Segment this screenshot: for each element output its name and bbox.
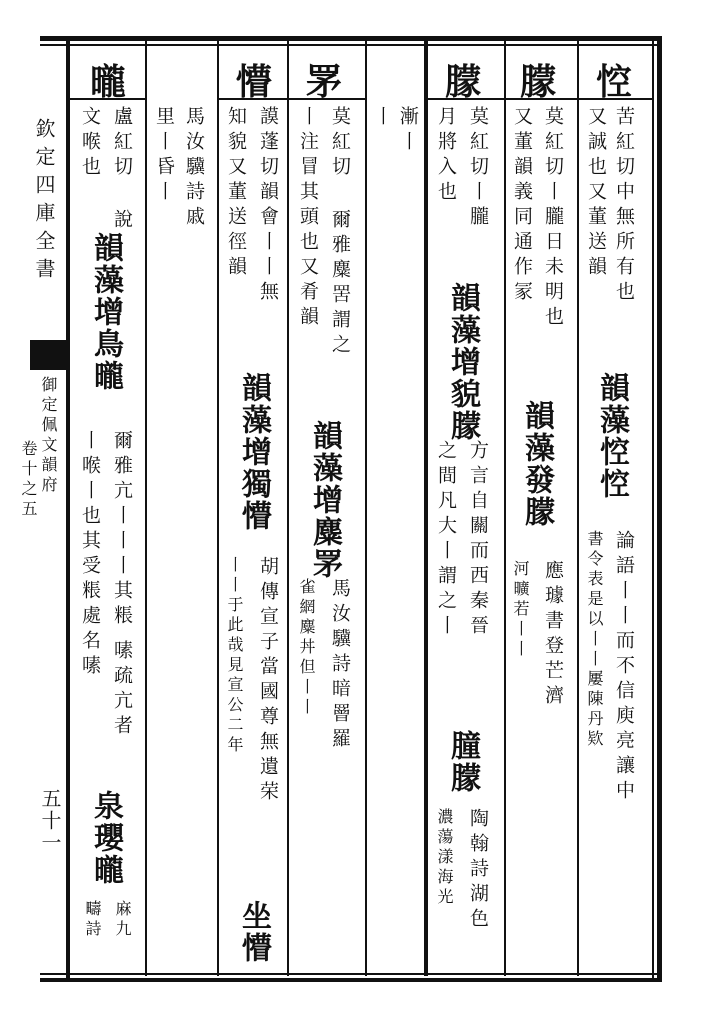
page-number: 五十一 <box>38 788 62 854</box>
entry-text: 河曠若丨丨 <box>511 560 530 660</box>
entry-text: 月將入也 <box>435 106 457 206</box>
frame-right-inner <box>652 40 654 978</box>
entry-text: 知貌又董送徑韻 <box>225 106 247 281</box>
headword: 朦 <box>445 61 482 103</box>
entry-text: 雀網麋丼但丨丨 <box>297 578 316 718</box>
entry-text: 應璩書登芒濟 <box>542 560 564 710</box>
entry-text: 方言自關而西秦晉 <box>467 440 489 640</box>
rhyme-phrase: 韻藻增貌朦 <box>445 282 480 442</box>
entry-text: 里丨昏丨 <box>153 106 175 206</box>
frame-left-gutter <box>66 36 70 982</box>
rhyme-phrase: 泉瓔曨 <box>88 790 123 886</box>
fishtail-mark <box>30 340 66 370</box>
column-rule <box>424 40 428 976</box>
rhyme-phrase: 朣朦 <box>445 730 480 794</box>
headword: 懵 <box>236 61 273 103</box>
volume-number: 卷十之五 <box>19 440 38 520</box>
entry-text: 又誠也又董送韻 <box>585 106 607 281</box>
entry-text: 盧紅切 說 <box>111 106 133 234</box>
frame-top <box>40 36 662 41</box>
column-rule <box>145 40 147 976</box>
entry-text: 陶翰詩湖色 <box>467 808 489 933</box>
column-rule <box>365 40 367 976</box>
entry-text: 丨注冒其頭也又肴韻 <box>297 106 319 331</box>
entry-text: 莫紅切丨朧日未明也 <box>542 106 564 331</box>
column-rule <box>504 40 506 976</box>
entry-text: 馬汝驥詩戚 <box>183 106 205 231</box>
entry-text: 丨 <box>371 106 393 131</box>
entry-text: 疇詩 <box>83 900 102 940</box>
headword: 罞 <box>306 61 343 103</box>
volume-title: 御定佩文韻府 <box>39 376 58 496</box>
entry-text: 丨喉丨也其受粻處名嗉 <box>79 430 101 680</box>
entry-text: 胡傳宣子當國尊無遺荣 <box>257 556 279 806</box>
column-rule <box>287 40 289 976</box>
entry-text: 丨丨于此哉見宣公二年 <box>225 556 244 756</box>
entry-text: 謨蓬切韻會丨丨無 <box>257 106 279 306</box>
column-rule <box>577 40 579 976</box>
entry-text: 麻九 <box>113 900 132 940</box>
entry-text: 嗉疏亢者 <box>111 640 133 740</box>
entry-text: 漸丨 <box>397 106 419 156</box>
headword: 朦 <box>520 61 557 103</box>
book-title: 欽定四庫全書 <box>32 118 56 286</box>
rhyme-phrase: 韻藻增鳥曨 <box>88 232 123 392</box>
entry-text: 之間凡大丨謂之丨 <box>435 440 457 640</box>
entry-text: 書令表是以丨丨屢陳丹欵 <box>585 530 604 750</box>
rhyme-phrase: 韻藻悾悾 <box>594 372 629 500</box>
entry-text: 濃蕩漾海光 <box>435 808 454 908</box>
headword: 悾 <box>596 61 633 103</box>
rhyme-phrase: 韻藻增麋罞 <box>307 420 342 580</box>
rhyme-phrase: 韻藻增獨懵 <box>236 372 271 532</box>
entry-text: 苦紅切中無所有也 <box>613 106 635 306</box>
entry-text: 莫紅切 爾雅麋罟謂之 <box>329 106 351 359</box>
frame-bottom <box>40 978 662 982</box>
headword: 曨 <box>90 61 127 103</box>
frame-top-inner <box>40 44 662 46</box>
column-rule <box>217 40 219 976</box>
frame-right <box>657 36 662 982</box>
entry-text: 文喉也 <box>79 106 101 181</box>
entry-text: 又董韻義同通作冡 <box>511 106 533 306</box>
entry-text: 莫紅切丨朧 <box>467 106 489 231</box>
entry-text: 馬汝驥詩暗罾羅 <box>329 578 351 753</box>
entry-text: 爾雅亢丨丨丨其粻 <box>111 430 133 630</box>
rhyme-phrase: 韻藻發朦 <box>519 400 554 528</box>
frame-bottom-inner <box>40 973 662 975</box>
rhyme-phrase: 坐懵 <box>236 900 271 964</box>
entry-text: 論語丨丨而不信庾亮讓中 <box>613 530 635 805</box>
